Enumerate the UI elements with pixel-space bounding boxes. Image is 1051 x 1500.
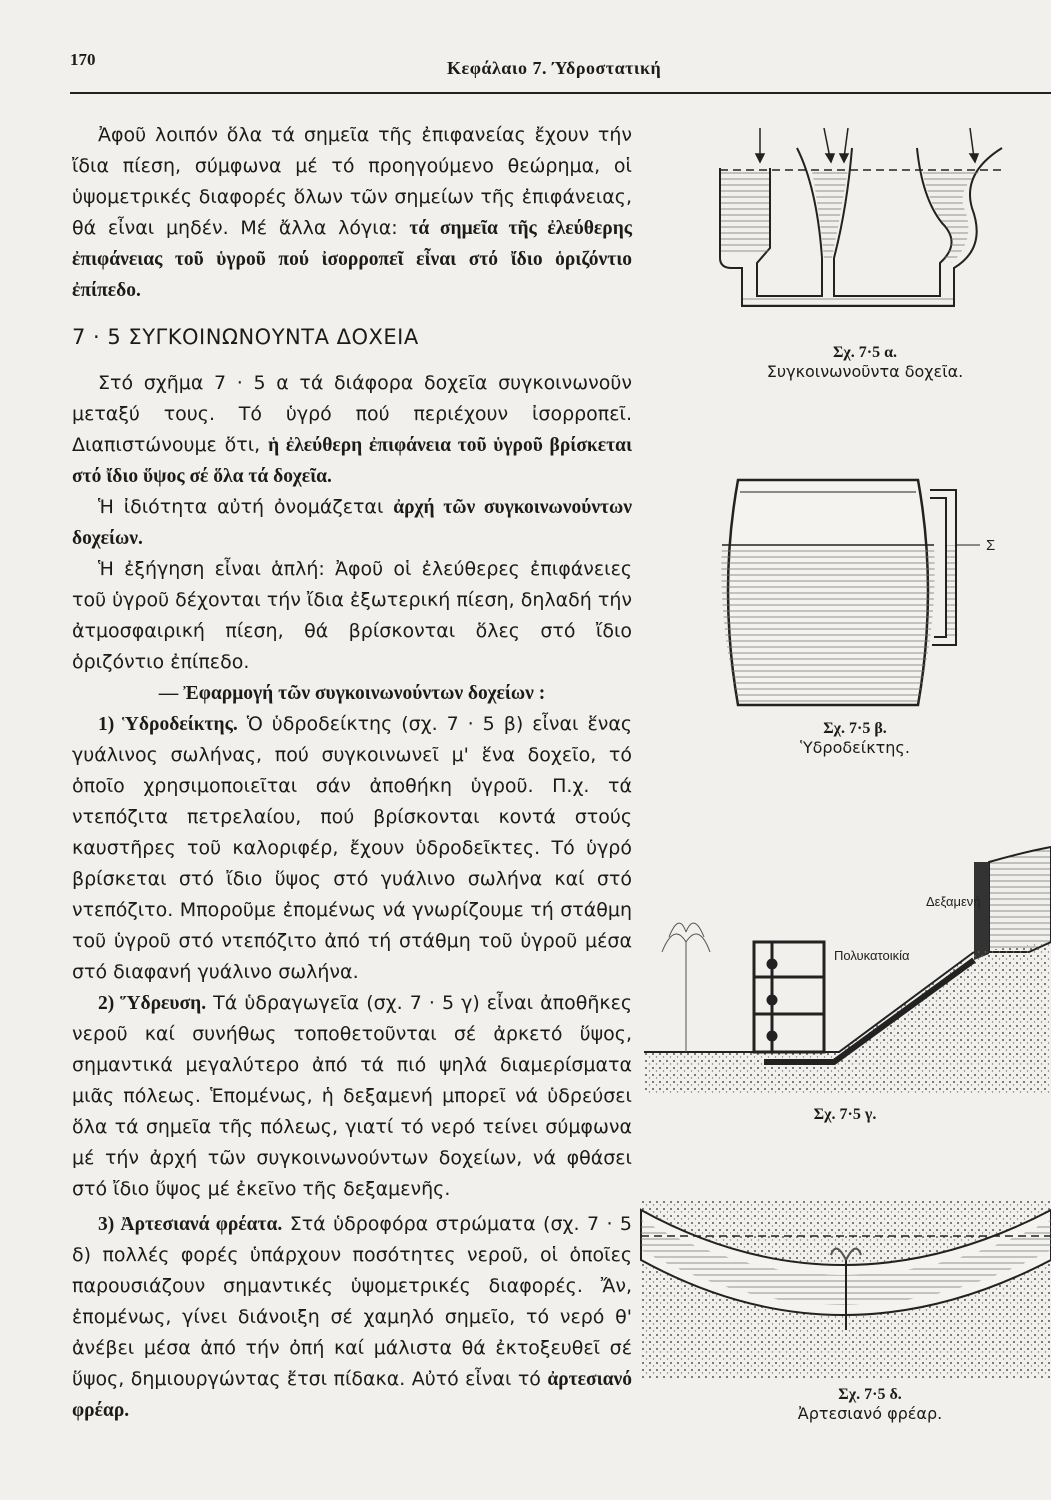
- fig-c-diagram: [644, 842, 1051, 1094]
- fig-d-caption: [770, 1386, 970, 1423]
- reservoir-label: Δεξαμενή: [926, 894, 981, 909]
- building: [754, 942, 824, 1052]
- intro-paragraph: [72, 120, 632, 306]
- vessel-left: [720, 168, 770, 290]
- item2-text: Τά ὑδραγωγεῖα (σχ. 7 · 5 γ) εἶναι ἀποθῆκες νεροῦ καί συνήθως τοποθετοῦνται σέ ἀρκετό ὕψος, σημαντικά μεγαλύτερο ἀπό τά πιό ψηλά διαμερίσματα μιᾶς πόλεως. Ἑπομένως, ἡ δεξαμενή μπορεῖ νά ὑδρεύσει ὅλα τά σημεῖα τῆς πόλεως, γιατί τό νερό τείνει σύμφωνα μέ τήν ἀρχή τῶν συγκοινωνούντων δοχείων, νά φθάσει στό ἴδιο ὕψος μέ ἐκεῖνο τῆς δεξαμενῆς.: [72, 992, 632, 1200]
- reservoir: [974, 847, 1051, 960]
- fig-c-caption: [770, 1106, 920, 1124]
- fig-c-label: Σχ. 7·5 γ.: [813, 1106, 877, 1123]
- arrows: [756, 128, 978, 162]
- header-rule: [70, 92, 1051, 94]
- fig-d-diagram: [641, 1200, 1051, 1378]
- intro-text: Ἀφοῦ λοιπόν ὅλα τά σημεῖα τῆς ἐπιφανείας ἔχουν τήν ἴδια πίεση, σύμφωνα μέ τό προηγούμενο θεώρημα, οἱ ὑψομετρικές διαφορές ὅλων τῶν σημείων τῆς ἐπιφάνειας, θά εἶναι μηδέν. Μέ ἄλλα λόγια:: [72, 124, 632, 239]
- fig-b-caption: [760, 720, 950, 757]
- fig-a-diagram: [712, 128, 1051, 328]
- section-title: 7 · 5 ΣΥΓΚΟΙΝΩΝΟΥΝΤΑ ΔΟΧΕΙΑ: [72, 325, 419, 349]
- item1-text: Ὁ ὑδροδείκτης (σχ. 7 · 5 β) εἶναι ἕνας γυάλινος σωλήνας, πού συγκοινωνεῖ μ' ἕνα δοχεῖο, τό ὁποῖο χρησιμοποιεῖται σάν ἀποθήκη ὑγροῦ. Π.χ. τά ντεπόζιτα πετρελαίου, πού βρίσκονται κοντά στούς καυστῆρες τοῦ καλοριφέρ, ἔχουν ὑδροδεῖκτες. Τό ὑγρό βρίσκεται στό ἴδιο ὕψος στό γυάλινο σωλήνα καί στό ντεπόζιτο. Μποροῦμε ἐπομένως νά γνωρίζουμε τή στάθμη τοῦ ὑγροῦ στό ντεπόζιτο ἀπό τή στάθμη τοῦ ὑγροῦ μέσα στό διαφανή γυάλινο σωλήνα.: [72, 713, 633, 983]
- fig-b-label: Σχ. 7·5 β.: [823, 720, 887, 737]
- chapter-title: Κεφάλαιο 7. Ύδροστατική: [447, 58, 662, 78]
- fountain: [662, 923, 710, 1052]
- fig-d-text: Ἀρτεσιανό φρέαρ.: [797, 1404, 943, 1423]
- building-label: Πολυκατοικία: [834, 948, 910, 963]
- p1-text: Στό σχῆμα 7 · 5 α τά διάφορα δοχεῖα συγκοινωνοῦν μεταξύ τους. Τό ὑγρό πού περιέχουν ἰσορροπεῖ. Διαπιστώνουμε ὅτι,: [72, 372, 632, 456]
- gauge-mark: Σ: [986, 537, 996, 554]
- fig-d-label: Σχ. 7·5 δ.: [838, 1386, 902, 1403]
- p2-bold: ἀρχή τῶν συγκοινωνούντων δοχείων.: [72, 497, 633, 549]
- p1-bold: ἡ ἐλεύθερη ἐπιφάνεια τοῦ ὑγροῦ βρίσκεται στό ἴδιο ὕψος σέ ὅλα τά δοχεῖα.: [72, 435, 632, 487]
- ground-slope: [644, 942, 1051, 1094]
- tank: [721, 480, 934, 705]
- item3-text: Στά ὑδροφόρα στρώματα (σχ. 7 · 5 δ) πολλές φορές ὑπάρχουν ποσότητες νεροῦ, οἱ ὁποῖες παρουσιάζουν σημαντικές ὑψομετρικές διαφορές. Ἄν, ἐπομένως, γίνει διάνοιξη σέ χαμηλό σημεῖο, τό νερό θ' ἀνέβει μέσα ἀπό τήν ὀπή καί μάλιστα θά ἐκτοξευθεῖ σέ ὕψος, δημιουργώντας ἔτσι πίδακα. Αὐτό εἶναι τό: [72, 1213, 633, 1390]
- item3-bold: ἀρτεσιανό φρέαρ.: [72, 1369, 632, 1421]
- fig-b-text: Ὑδροδείκτης.: [800, 738, 910, 757]
- section-body: [72, 368, 632, 1426]
- fig-a-text: Συγκοινωνοῦντα δοχεῖα.: [766, 362, 964, 381]
- fig-b-diagram: [718, 470, 1018, 715]
- item3-label: 3) Ἀρτεσιανά φρέατα.: [98, 1214, 283, 1235]
- gauge-tube: [930, 490, 980, 645]
- item2-label: 2) Ὕδρευση.: [98, 993, 207, 1014]
- fig-a-label: Σχ. 7·5 α.: [832, 344, 898, 361]
- fig-a-caption: [740, 344, 990, 381]
- connecting-pipe: [742, 290, 954, 306]
- p3: Ἡ ἐξήγηση εἶναι ἁπλή: Ἀφοῦ οἱ ἐλεύθερες ἐπιφάνειες τοῦ ὑγροῦ δέχονται τήν ἴδια ἐξωτερική πίεση, δηλαδή τήν ἀτμοσφαιρική πίεση, θά βρίσκονται ὅλες στό ἴδιο ὁριζόντιο ἐπίπεδο.: [72, 558, 632, 673]
- p2-text: Ἡ ἰδιότητα αὐτή ὀνομάζεται: [98, 496, 384, 518]
- intro-bold: τά σημεῖα τῆς ἐλεύθερης ἐπιφάνειας τοῦ ὑγροῦ πού ἰσορροπεῖ εἶναι στό ἴδιο ὁριζόντιο ἐπίπεδο.: [72, 218, 632, 301]
- page-number: 170: [70, 50, 96, 69]
- item1-label: 1) Ὑδροδείκτης.: [98, 714, 238, 735]
- application-heading: — Ἐφαρμογή τῶν συγκοινωνούντων δοχείων :: [158, 683, 546, 704]
